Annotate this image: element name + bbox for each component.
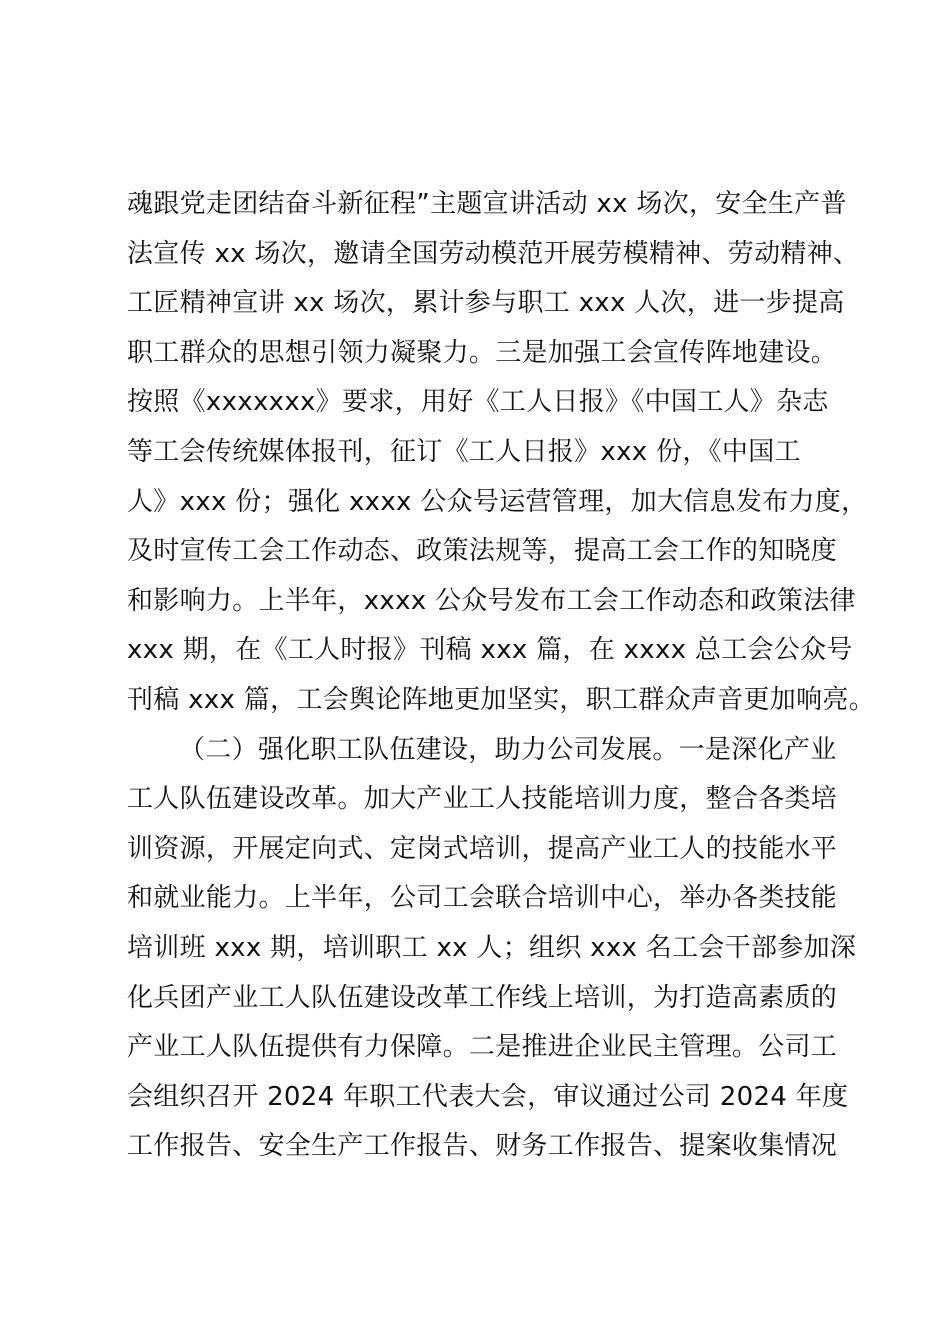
text-line: 和就业能力。上半年，公司工会联合培训中心，举办各类技能	[127, 883, 838, 914]
text-line: 化兵团产业工人队伍建设改革工作线上培训，为打造高素质的	[127, 982, 838, 1013]
text-line: xxx 期，在《工人时报》刊稿 xxx 篇，在 xxxx 总工会公众号	[127, 635, 853, 666]
text-line: 等工会传统媒体报刊，征订《工人日报》xxx 份，《中国工	[127, 436, 801, 467]
text-line: 及时宣传工会工作动态、政策法规等，提高工会工作的知晓度	[127, 536, 838, 567]
text-line: 和影响力。上半年，xxxx 公众号发布工会工作动态和政策法律	[127, 585, 856, 616]
text-line: 工匠精神宣讲 xx 场次，累计参与职工 xxx 人次，进一步提高	[127, 288, 845, 319]
text-line: 训资源，开展定向式、定岗式培训，提高产业工人的技能水平	[127, 833, 838, 864]
text-line: 培训班 xxx 期，培训职工 xx 人；组织 xxx 名工会干部参加深	[127, 932, 857, 963]
text-line: 工人队伍建设改革。加大产业工人技能培训力度，整合各类培	[127, 784, 838, 815]
text-line: 工作报告、安全生产工作报告、财务工作报告、提案收集情况	[127, 1131, 838, 1162]
text-line: 刊稿 xxx 篇，工会舆论阵地更加坚实，职工群众声音更加响亮。	[127, 684, 875, 715]
body-text	[127, 180, 875, 1172]
section-heading-line: （二）强化职工队伍建设，助力公司发展。一是深化产业	[179, 734, 837, 765]
text-line: 法宣传 xx 场次，邀请全国劳动模范开展劳模精神、劳动精神、	[127, 238, 860, 269]
text-line: 人》xxx 份；强化 xxxx 公众号运营管理，加大信息发布力度，	[127, 486, 868, 517]
text-line: 职工群众的思想引领力凝聚力。三是加强工会宣传阵地建设。	[127, 337, 838, 368]
text-line: 会组织召开 2024 年职工代表大会，审议通过公司 2024 年度	[127, 1081, 849, 1112]
text-line: 按照《xxxxxxx》要求，用好《工人日报》《中国工人》杂志	[127, 387, 829, 418]
text-line: 魂跟党走团结奋斗新征程”主题宣讲活动 xx 场次，安全生产普	[127, 189, 847, 219]
text-line: 产业工人队伍提供有力保障。二是推进企业民主管理。公司工	[127, 1032, 838, 1063]
